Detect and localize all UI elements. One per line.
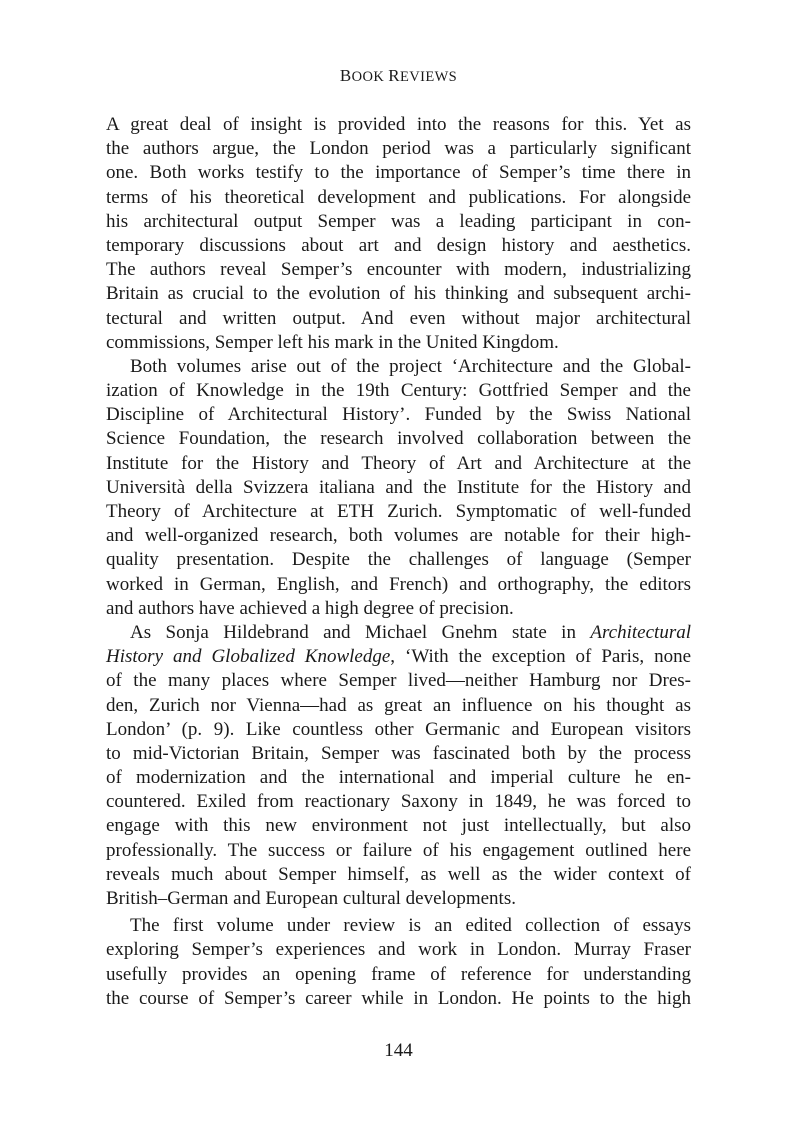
page-number: 144 — [384, 1040, 413, 1061]
text-line: ization of Knowledge in the 19th Century: Gottfried Semper and the — [106, 380, 691, 402]
text-line: professionally. The success or failure of his engagement outlined here — [106, 839, 691, 861]
running-head: BOOK REVIEWS — [339, 66, 458, 85]
text-line: and authors have achieved a high degree of precision. — [106, 597, 514, 619]
text-line: commissions, Semper left his mark in the United Kingdom. — [106, 331, 559, 353]
text-line: one. Both works testify to the importance of Semper’s time there in — [106, 162, 691, 184]
text-line: his architectural output Semper was a leading participant in con- — [106, 210, 691, 232]
text-line: The authors reveal Semper’s encounter with modern, industrializing — [106, 259, 691, 281]
text-line: Science Foundation, the research involved collaboration between the — [106, 428, 691, 450]
text-line: to mid-Victorian Britain, Semper was fascinated both by the process — [106, 742, 691, 764]
text-line: Università della Svizzera italiana and the Institute for the History and — [106, 476, 691, 498]
text-line: den, Zurich nor Vienna—had as great an influence on his thought as — [106, 694, 691, 716]
text-line: of modernization and the international and imperial culture he en- — [106, 767, 691, 789]
text-line: exploring Semper’s experiences and work in London. Murray Fraser — [106, 939, 691, 961]
text-line: A great deal of insight is provided into the reasons for this. Yet as — [106, 114, 691, 135]
text-line: terms of his theoretical development and publications. For alongside — [106, 186, 691, 208]
text-line: British–German and European cultural developments. — [106, 888, 516, 909]
book-title: History and Globalized Knowledge — [106, 646, 391, 668]
text-line: engage with this new environment not just intellectually, but also — [106, 815, 691, 837]
text-line: As Sonja Hildebrand and Michael Gnehm state in Architectural — [130, 621, 691, 643]
text-line: London’ (p. 9). Like countless other Germanic and European visitors — [106, 718, 691, 740]
text-line: Theory of Architecture at ETH Zurich. Symptomatic of well-funded — [106, 501, 691, 522]
text-line: reveals much about Semper himself, as well as the wider context of — [106, 863, 691, 885]
text-line: tectural and written output. And even without major architectural — [106, 307, 691, 329]
text-line: Institute for the History and Theory of Art and Architecture at the — [106, 452, 691, 474]
text-line: Britain as crucial to the evolution of his thinking and subsequent archi- — [106, 283, 691, 305]
text-line: temporary discussions about art and design history and aesthetics. — [106, 234, 691, 256]
paragraph-3 — [106, 621, 691, 911]
text-line: usefully provides an opening frame of reference for understanding — [106, 963, 691, 985]
text-line: the authors argue, the London period was a particularly significant — [106, 138, 691, 160]
book-title: Architectural — [590, 621, 691, 643]
body-text — [106, 113, 691, 1011]
text-line: quality presentation. Despite the challenges of language (Semper — [106, 549, 691, 571]
text-line: and well-organized research, both volumes are notable for their high- — [106, 525, 691, 547]
text-line: Discipline of Architectural History’. Funded by the Swiss National — [106, 404, 691, 426]
paragraph-4 — [106, 914, 691, 1011]
text-line: History and Globalized Knowledge, ‘With the exception of Paris, none — [106, 646, 691, 668]
text-line: Both volumes arise out of the project ‘Architecture and the Global- — [130, 355, 691, 377]
text-line: The first volume under review is an edited collection of essays — [130, 915, 691, 937]
paragraph-1 — [106, 113, 691, 355]
text-line: the course of Semper’s career while in London. He points to the high — [106, 987, 691, 1009]
text-line: worked in German, English, and French) and orthography, the editors — [106, 573, 691, 595]
paragraph-2 — [106, 355, 691, 621]
text-line: of the many places where Semper lived—neither Hamburg nor Dres- — [106, 670, 691, 692]
text-line: countered. Exiled from reactionary Saxony in 1849, he was forced to — [106, 791, 691, 813]
